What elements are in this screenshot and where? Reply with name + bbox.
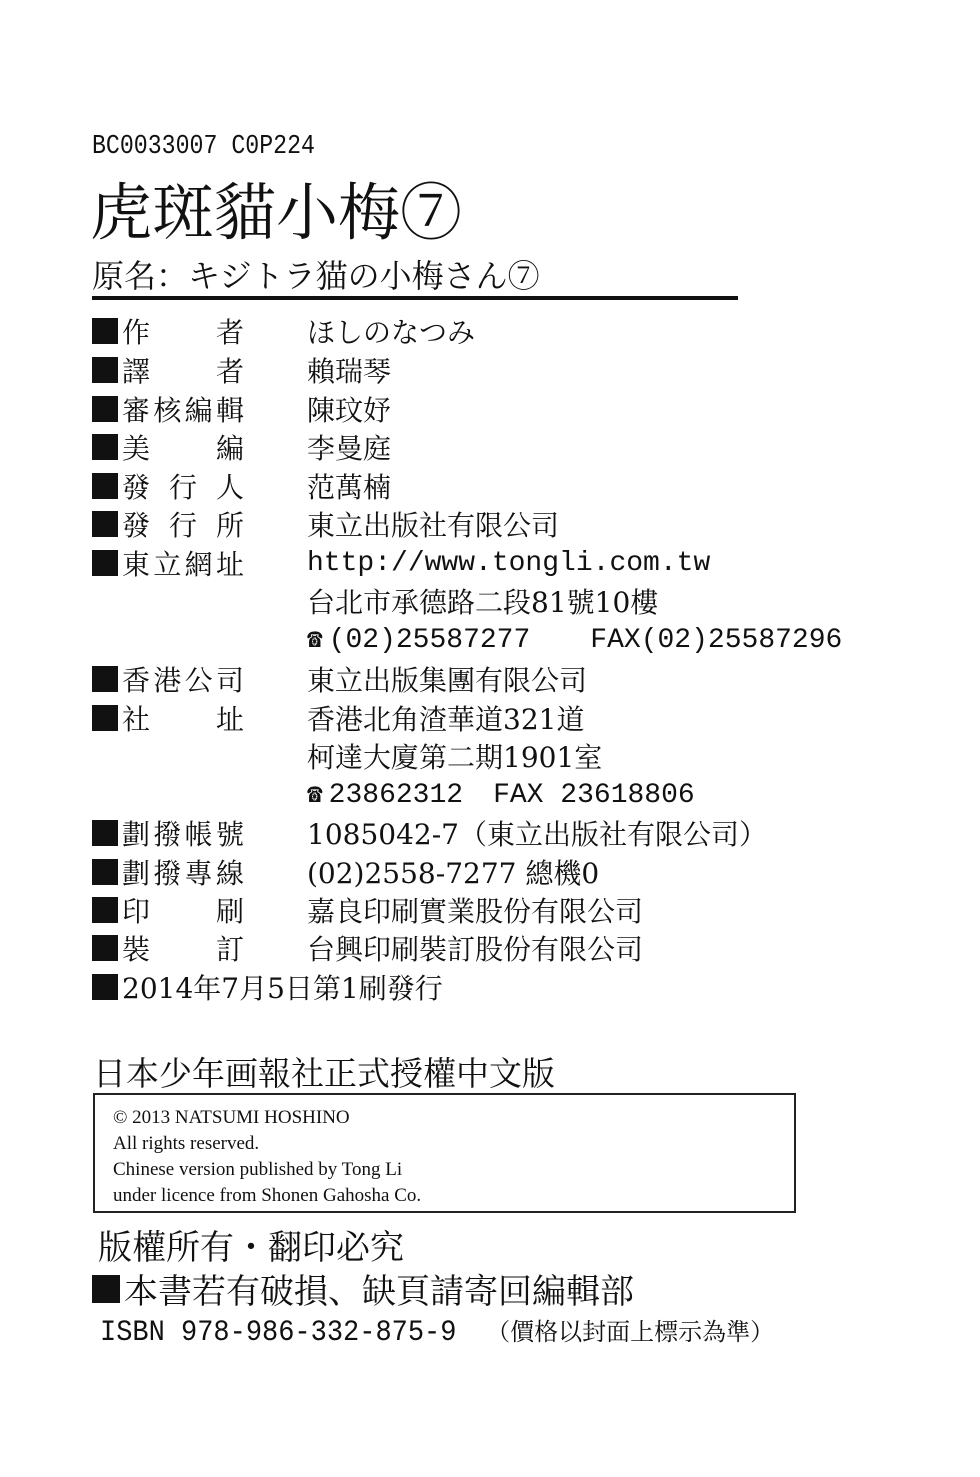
copyright-box (93, 1093, 796, 1213)
credit-label: 印刷 (122, 895, 244, 928)
title-divider (92, 296, 738, 300)
copyright-line: Chinese version published by Tong Li (113, 1159, 403, 1180)
credit-label: 審核編輯 (122, 394, 244, 427)
bullet-square (92, 511, 118, 537)
credit-row (92, 929, 644, 967)
hk-fax: FAX 23618806 (493, 780, 695, 811)
bullet-square (92, 820, 118, 846)
telephone-icon: ☎ (307, 625, 323, 655)
website-url: http://www.tongli.com.tw (307, 547, 711, 579)
rights-reserved: 版權所有・翻印必究 (98, 1228, 404, 1268)
credit-row (92, 699, 585, 737)
bullet-square (92, 434, 118, 460)
bullet-square (92, 473, 118, 499)
credit-value: 范萬楠 (307, 471, 392, 504)
copyright-line: All rights reserved. (113, 1133, 260, 1154)
isbn-line (100, 1312, 774, 1350)
book-code: BC0033007 C0P224 (92, 132, 315, 162)
credit-row (92, 544, 711, 582)
credit-row (92, 660, 588, 698)
credit-row (92, 814, 767, 852)
print-date: 2014年7月5日第1刷發行 (122, 972, 443, 1005)
credit-row (92, 390, 392, 428)
credit-label: 發行所 (122, 509, 244, 542)
hk-address: 香港北角渣華道321道 (307, 703, 585, 736)
credit-label: 劃撥帳號 (122, 818, 244, 851)
bullet-square (92, 550, 118, 576)
credit-value: 1085042-7（東立出版社有限公司） (307, 818, 767, 851)
copyright-line: © 2013 NATSUMI HOSHINO (113, 1107, 350, 1128)
bullet-square (92, 666, 118, 692)
credit-label: 譯者 (122, 355, 244, 388)
print-date-row (92, 968, 443, 1006)
credit-value: ほしのなつみ (307, 316, 476, 349)
price-note: （價格以封面上標示為準） (486, 1318, 775, 1346)
bullet-square (92, 1275, 120, 1303)
credit-label: 裝訂 (122, 933, 244, 966)
credit-row (92, 312, 476, 350)
damage-notice (92, 1264, 634, 1313)
credit-value: 東立出版社有限公司 (307, 509, 560, 542)
bullet-square (92, 396, 118, 422)
credit-label: 社址 (122, 703, 244, 736)
bullet-square (92, 974, 118, 1000)
book-title: 虎斑貓小梅⑦ (90, 176, 463, 249)
credit-row (92, 467, 392, 505)
hk-phone: 23862312 (328, 780, 464, 811)
credit-value: 李曼庭 (307, 432, 392, 465)
bullet-square (92, 897, 118, 923)
bullet-square (92, 318, 118, 344)
license-heading: 日本少年画報社正式授權中文版 (93, 1054, 555, 1093)
bullet-square (92, 935, 118, 961)
isbn: ISBN 978-986-332-875-9 (100, 1316, 457, 1350)
bullet-square (92, 705, 118, 731)
credit-label: 作者 (122, 316, 244, 349)
credit-label: 東立網址 (122, 548, 244, 581)
credit-value: 陳玟妤 (307, 394, 392, 427)
telephone-icon: ☎ (307, 780, 323, 810)
copyright-line: under licence from Shonen Gahosha Co. (113, 1185, 422, 1206)
credit-label: 發行人 (122, 471, 244, 504)
credit-value: 嘉良印刷實業股份有限公司 (307, 895, 644, 928)
credit-label: 香港公司 (122, 664, 244, 697)
publisher-phone: (02)25587277 (328, 625, 531, 656)
credit-row (92, 351, 392, 389)
bullet-square (92, 859, 118, 885)
credit-row (92, 505, 560, 543)
credit-value: 台興印刷裝訂股份有限公司 (307, 933, 644, 966)
original-title: 原名：キジトラ猫の小梅さん⑦ (92, 257, 540, 295)
credit-row (92, 428, 392, 466)
publisher-fax: FAX(02)25587296 (590, 625, 843, 656)
publisher-address: 台北市承德路二段81號10樓 (307, 586, 659, 619)
bullet-square (92, 357, 118, 383)
credit-label: 劃撥專線 (122, 857, 244, 890)
credit-value: 賴瑞琴 (307, 355, 392, 388)
credit-row (92, 853, 600, 891)
hk-address: 柯達大廈第二期1901室 (307, 741, 603, 774)
credit-value: (02)2558-7277 總機0 (307, 857, 600, 890)
credit-value: 東立出版集團有限公司 (307, 664, 588, 697)
credit-label: 美編 (122, 432, 244, 465)
credit-row (92, 891, 644, 929)
notice-text: 本書若有破損、缺頁請寄回編輯部 (124, 1272, 634, 1312)
